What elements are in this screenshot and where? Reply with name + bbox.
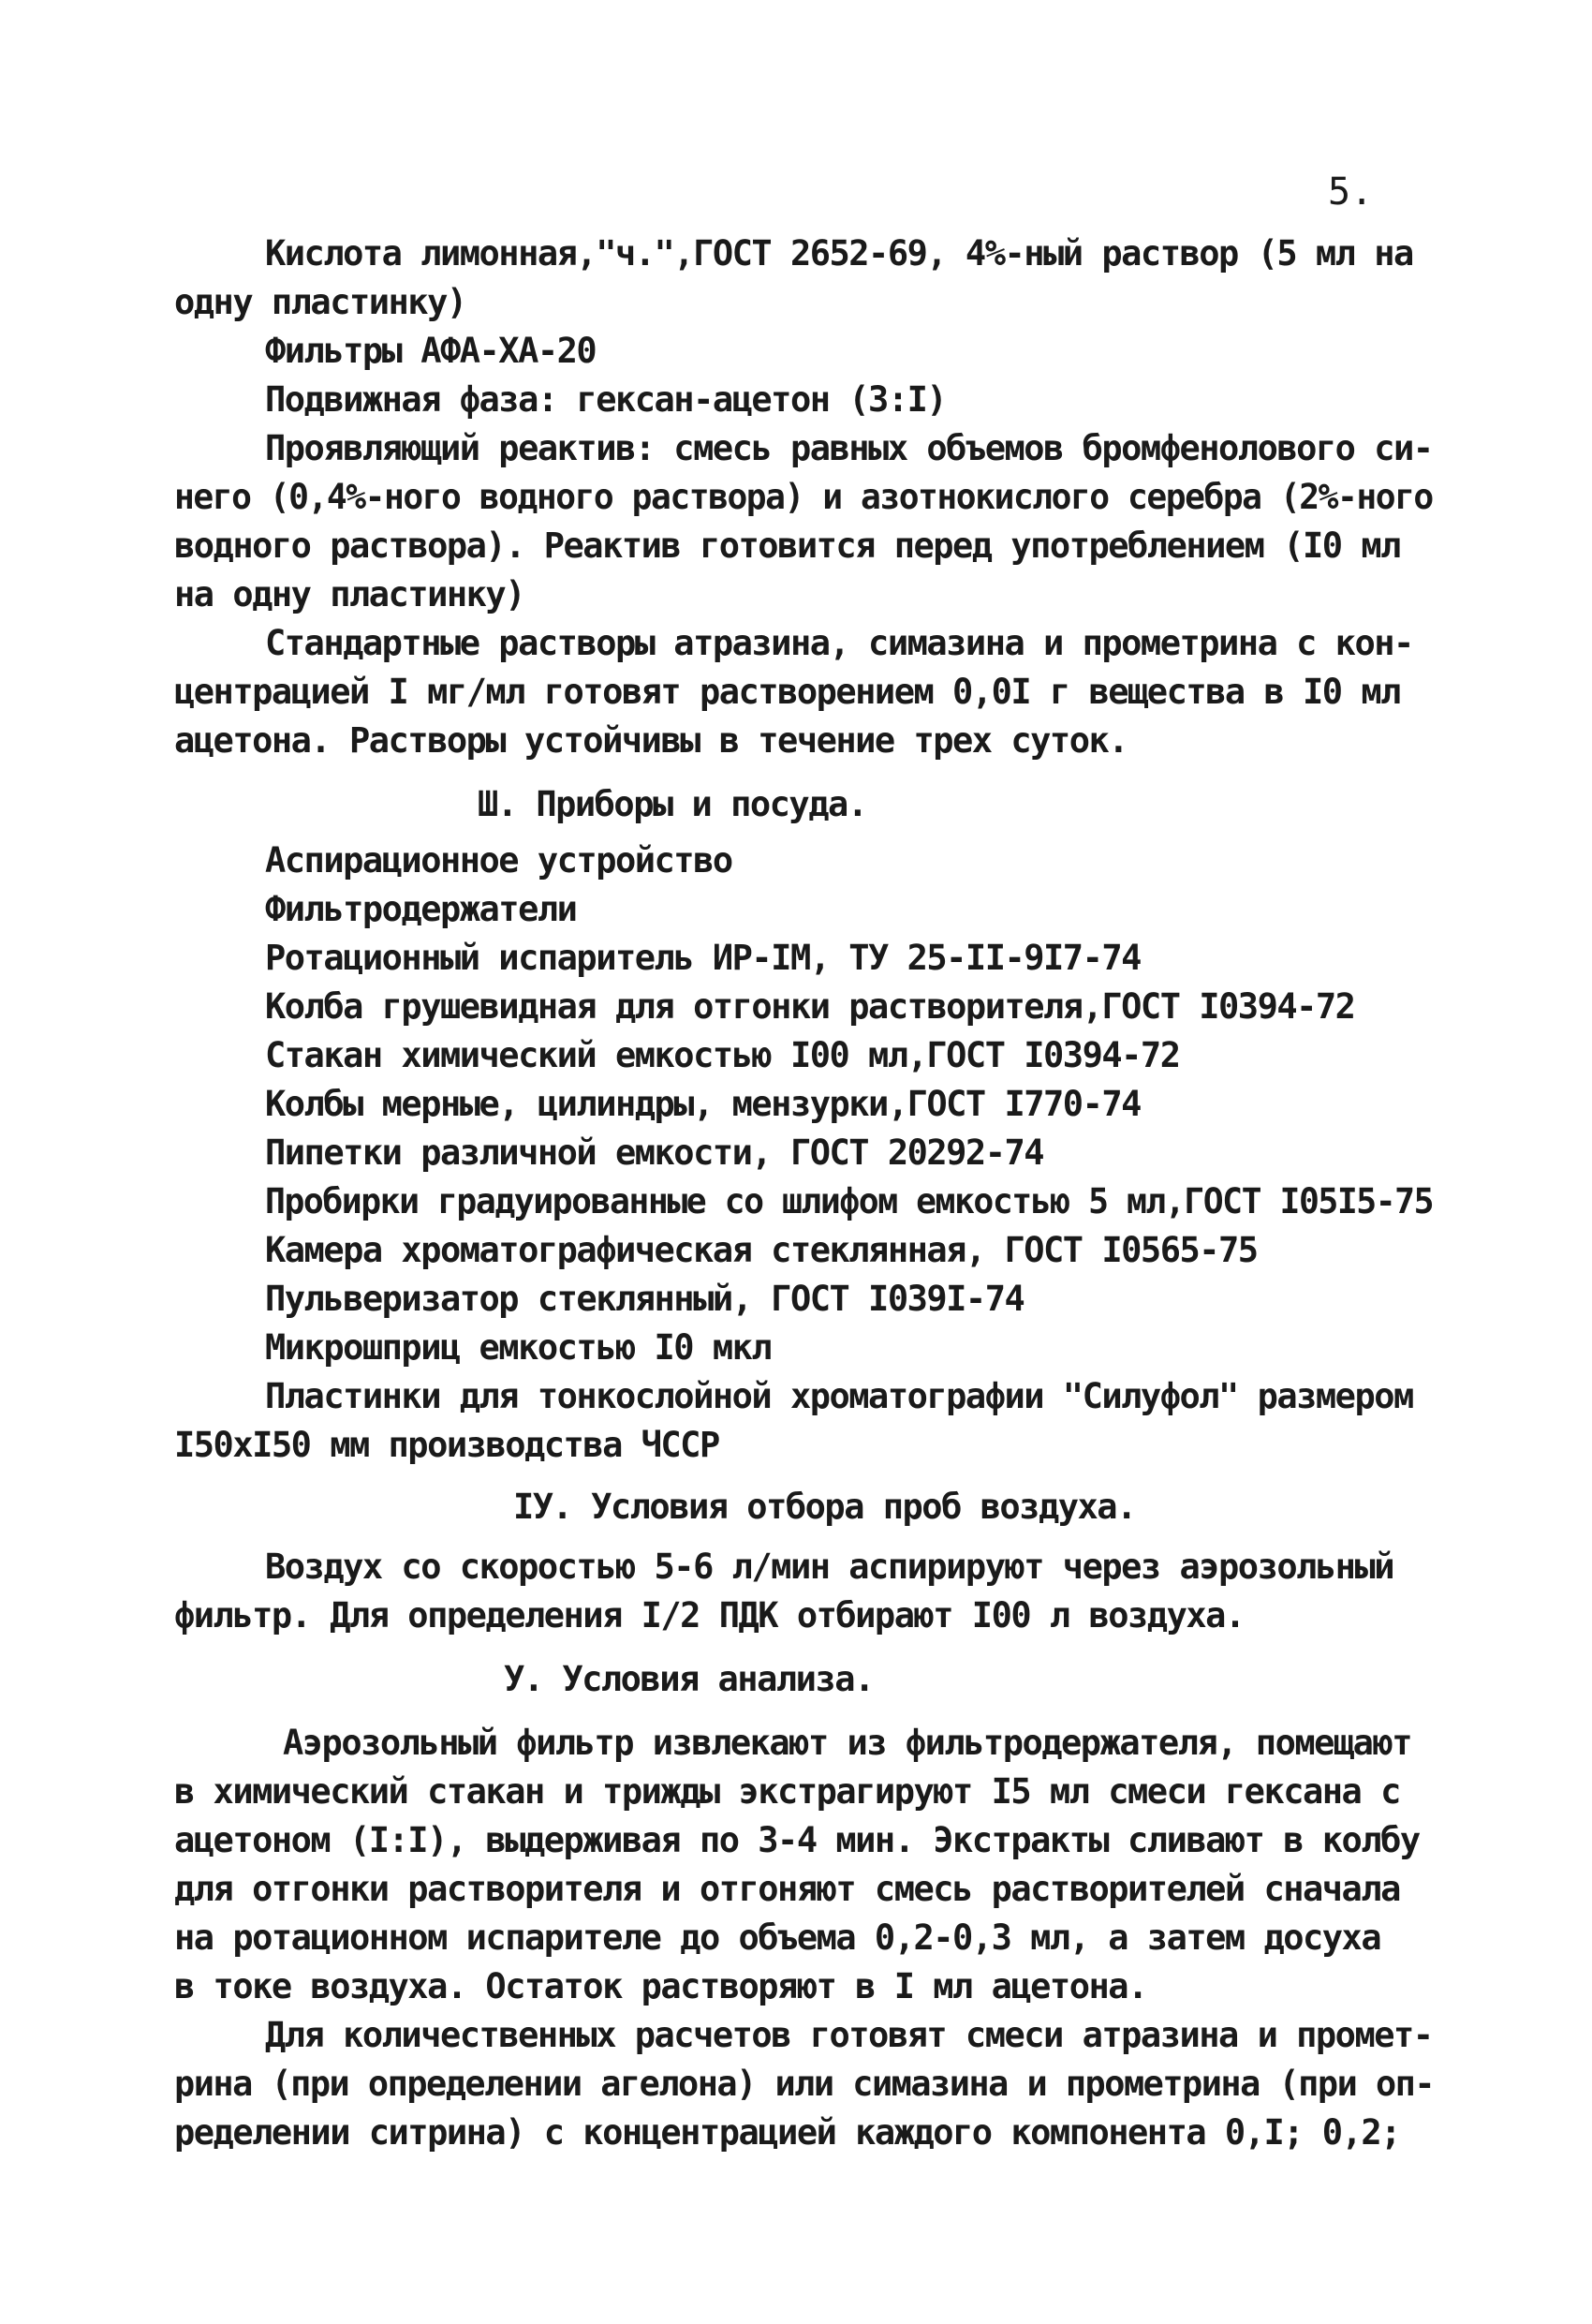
text-line: ацетона. Растворы устойчивы в течение трех суток.	[174, 720, 1128, 761]
text-line: в химический стакан и трижды экстрагируют I5 мл смеси гексана с	[174, 1771, 1400, 1812]
text-line: одну пластинку)	[174, 282, 466, 322]
section-heading: IУ. Условия отбора проб воздуха.	[513, 1487, 1136, 1527]
list-item: Пипетки различной емкости, ГОСТ 20292-74	[265, 1132, 1044, 1173]
text-line: ацетоном (I:I), выдерживая по 3-4 мин. Экстракты сливают в колбу	[174, 1820, 1420, 1860]
list-item: Фильтродержатели	[265, 889, 577, 929]
text-line: Стандартные растворы атразина, симазина и прометрина с кон-	[265, 623, 1413, 663]
list-item: Микрошприц емкостью I0 мкл	[265, 1327, 772, 1368]
page-number: 5.	[1328, 170, 1374, 214]
text-line: в токе воздуха. Остаток растворяют в I мл ацетона.	[174, 1966, 1147, 2006]
text-line: Воздух со скоростью 5-6 л/мин аспирируют через аэрозольный	[265, 1547, 1394, 1587]
text-line: Кислота лимонная,"ч.",ГОСТ 2652-69, 4%-ный раствор (5 мл на	[265, 233, 1413, 274]
list-item: I50хI50 мм производства ЧССР	[174, 1425, 719, 1465]
text-line: него (0,4%-ного водного раствора) и азотнокислого серебра (2%-ного	[174, 477, 1433, 517]
list-item: Камера хроматографическая стеклянная, ГОСТ I0565-75	[265, 1230, 1258, 1270]
text-line: для отгонки растворителя и отгоняют смесь растворителей сначала	[174, 1869, 1400, 1909]
text-line: Фильтры АФА-ХА-20	[265, 331, 597, 371]
text-line: центрацией I мг/мл готовят растворением 0,0I г вещества в I0 мл	[174, 672, 1400, 712]
list-item: Аспирационное устройство	[265, 840, 732, 881]
list-item: Стакан химический емкостью I00 мл,ГОСТ I0394-72	[265, 1035, 1180, 1075]
text-line: на ротационном испарителе до объема 0,2-0,3 мл, а затем досуха	[174, 1917, 1381, 1958]
text-line: Проявляющий реактив: смесь равных объемов бромфенолового си-	[265, 428, 1433, 468]
list-item: Пульверизатор стеклянный, ГОСТ I039I-74	[265, 1279, 1024, 1319]
text-line: на одну пластинку)	[174, 574, 524, 614]
text-line: Для количественных расчетов готовят смеси атразина и промет-	[265, 2015, 1433, 2055]
list-item: Пластинки для тонкослойной хроматографии "Силуфол" размером	[265, 1376, 1413, 1416]
section-heading: У. Условия анализа.	[504, 1659, 874, 1699]
section-heading: Ш. Приборы и посуда.	[478, 784, 867, 824]
text-line: рина (при определении агелона) или симазина и прометрина (при оп-	[174, 2064, 1435, 2104]
text-line: ределении ситрина) с концентрацией каждого компонента 0,I; 0,2;	[174, 2112, 1400, 2153]
text-line: Подвижная фаза: гексан-ацетон (3:I)	[265, 379, 947, 420]
text-line: фильтр. Для определения I/2 ПДК отбирают I00 л воздуха.	[174, 1595, 1245, 1636]
list-item: Колба грушевидная для отгонки растворителя,ГОСТ I0394-72	[265, 986, 1355, 1027]
text-line: водного раствора). Реактив готовится перед употреблением (I0 мл	[174, 525, 1400, 566]
text-line: Аэрозольный фильтр извлекают из фильтродержателя, помещают	[283, 1723, 1412, 1763]
list-item: Ротационный испаритель ИР-IМ, ТУ 25-II-9I7-74	[265, 938, 1141, 978]
list-item: Пробирки градуированные со шлифом емкостью 5 мл,ГОСТ I05I5-75	[265, 1181, 1434, 1221]
list-item: Колбы мерные, цилиндры, мензурки,ГОСТ I770-74	[265, 1084, 1141, 1124]
